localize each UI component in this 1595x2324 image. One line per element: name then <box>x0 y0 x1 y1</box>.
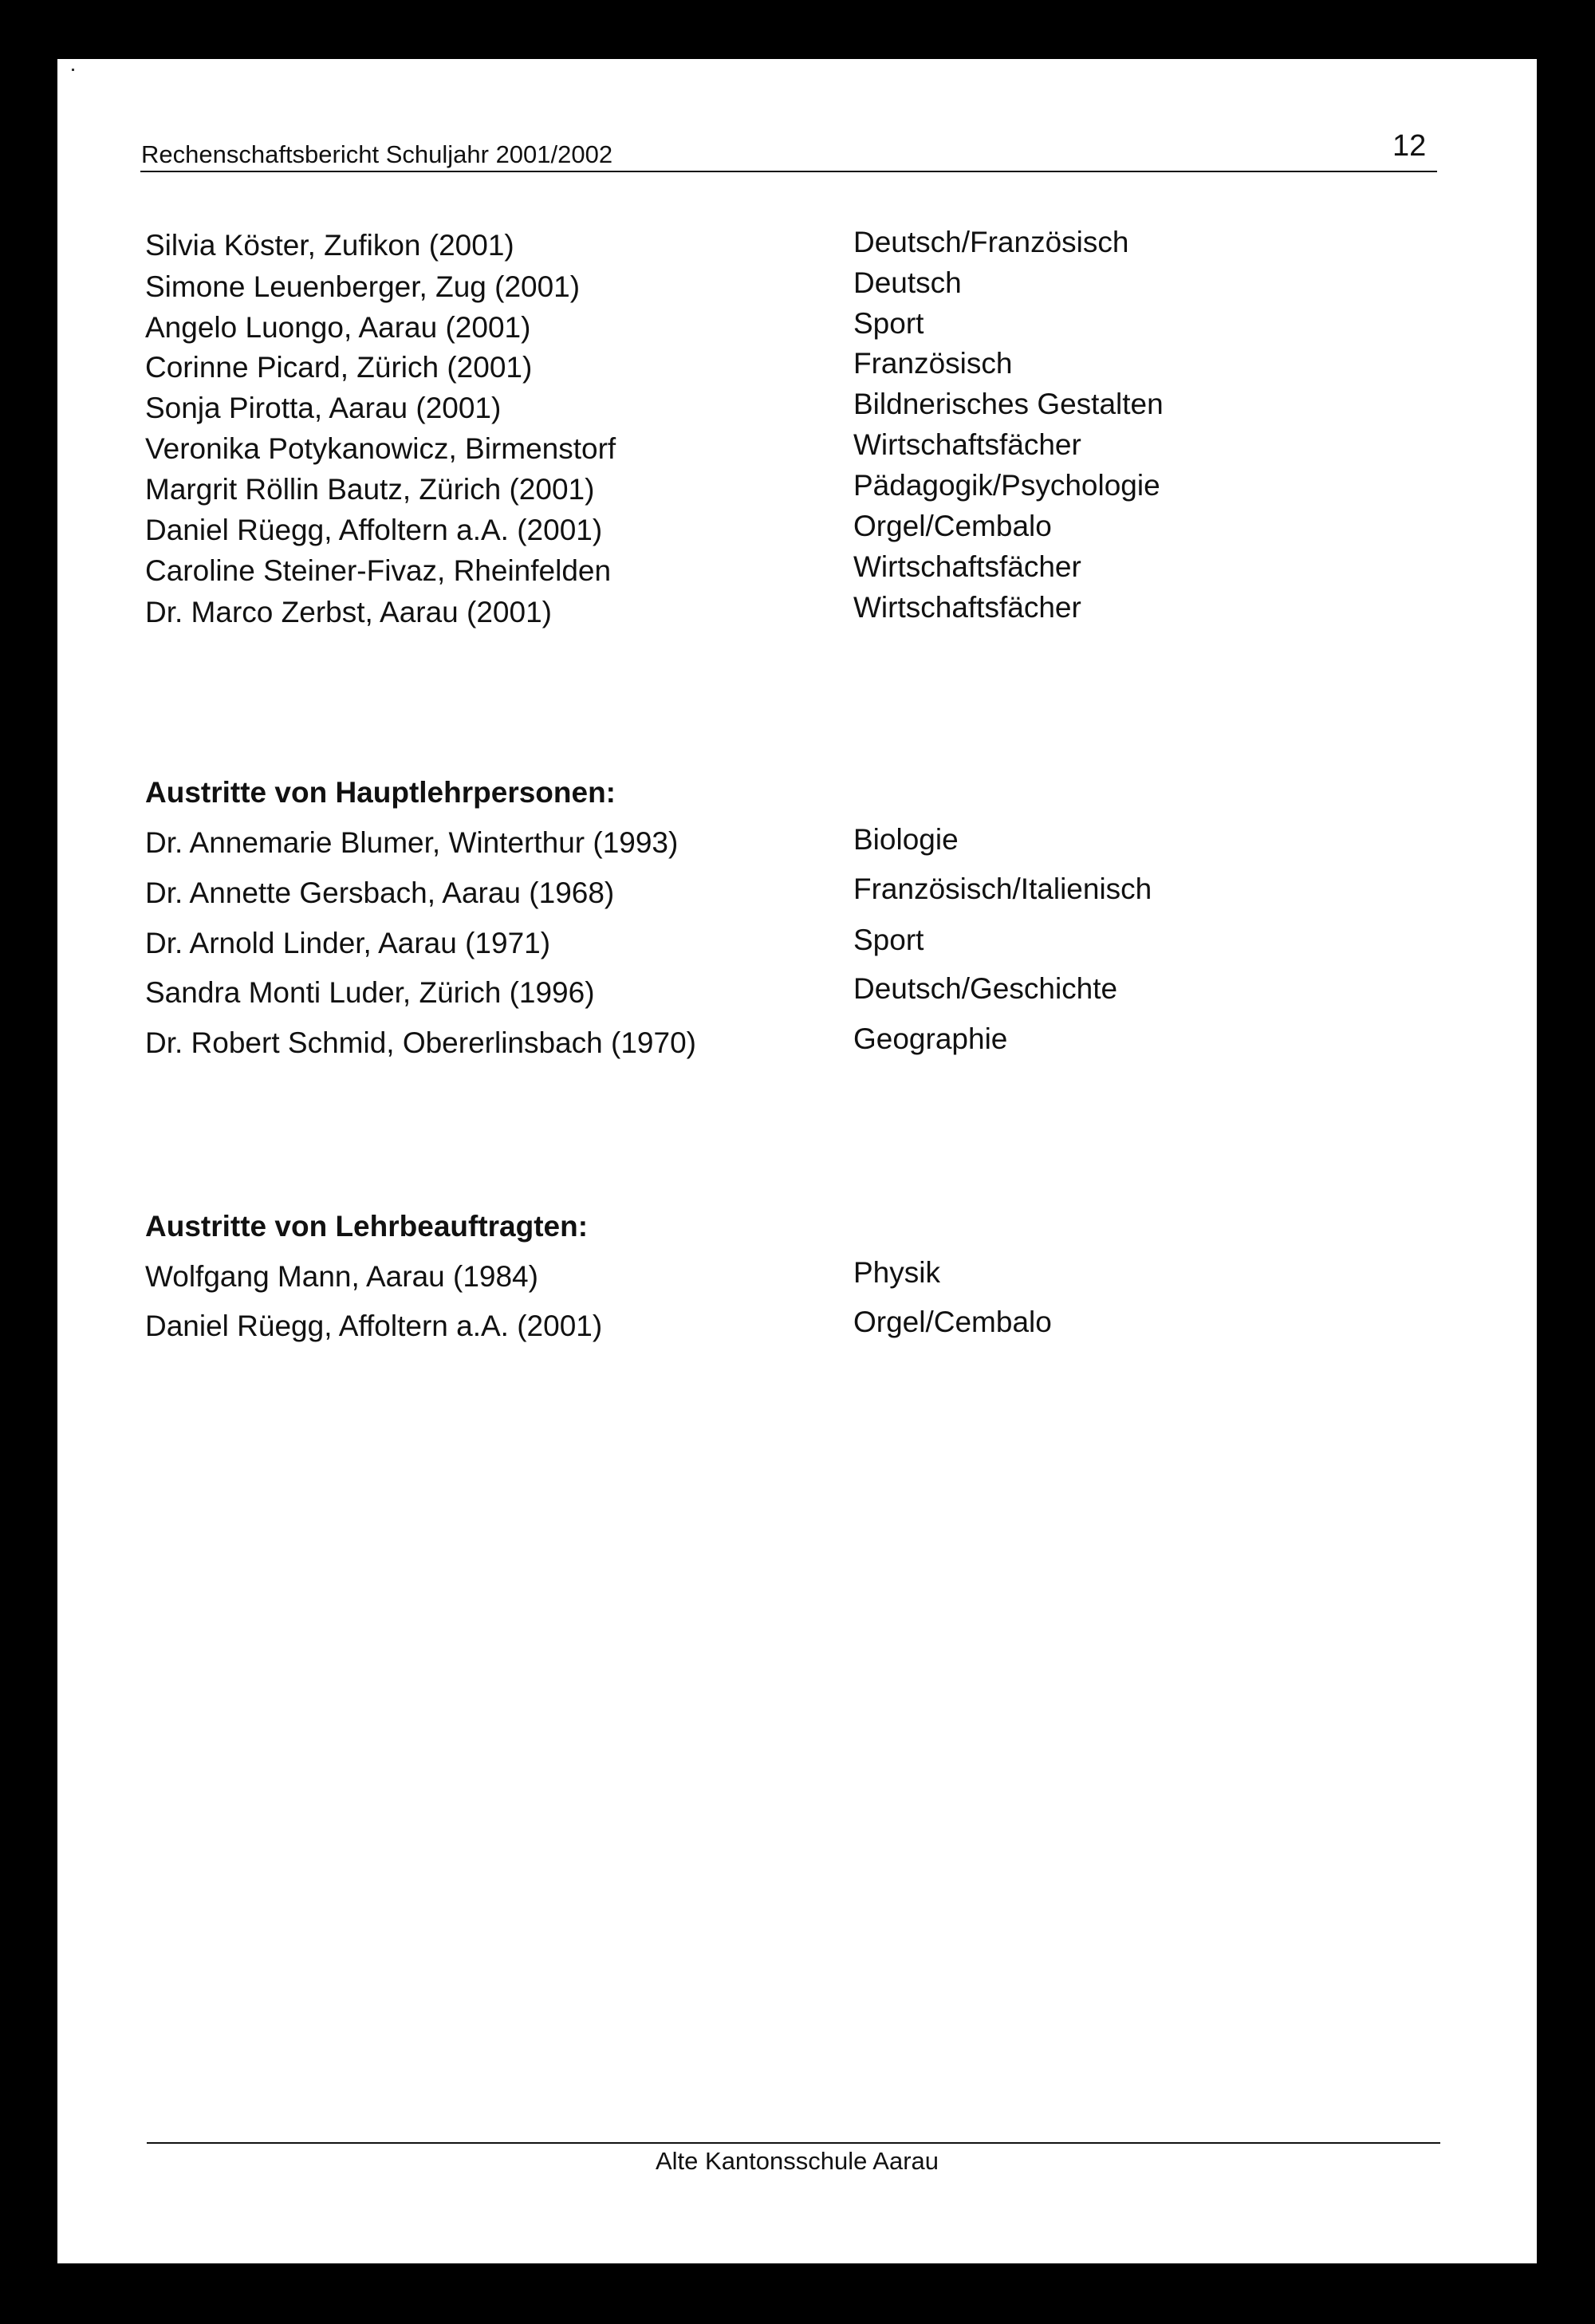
list-item-subject: Orgel/Cembalo <box>853 1306 1052 1338</box>
list-item-name: Margrit Röllin Bautz, Zürich (2001) <box>145 473 595 506</box>
list-item-subject: Sport <box>853 307 924 340</box>
document-page <box>57 59 1537 2263</box>
section-heading-lehrbeauftragte: Austritte von Lehrbeauftragten: <box>145 1210 589 1243</box>
header-title: Rechenschaftsbericht Schuljahr 2001/2002 <box>141 140 613 168</box>
list-item-name: Veronika Potykanowicz, Birmenstorf <box>145 432 616 465</box>
header-rule <box>140 171 1437 172</box>
list-item-subject: Wirtschaftsfächer <box>853 428 1081 461</box>
footer-rule <box>147 2142 1440 2144</box>
list-item-subject: Deutsch/Französisch <box>853 226 1129 258</box>
list-item-subject: Deutsch <box>853 266 962 299</box>
list-item-subject: Geographie <box>853 1022 1008 1055</box>
list-item-subject: Sport <box>853 924 924 956</box>
list-item-name: Silvia Köster, Zufikon (2001) <box>145 229 514 262</box>
list-item-subject: Wirtschaftsfächer <box>853 550 1081 583</box>
list-item-subject: Physik <box>853 1256 940 1289</box>
list-item-name: Angelo Luongo, Aarau (2001) <box>145 311 531 344</box>
list-item-name: Dr. Robert Schmid, Obererlinsbach (1970) <box>145 1026 696 1059</box>
list-item-name: Corinne Picard, Zürich (2001) <box>145 351 533 384</box>
list-item-name: Caroline Steiner-Fivaz, Rheinfelden <box>145 554 612 587</box>
list-item-name: Sandra Monti Luder, Zürich (1996) <box>145 976 595 1009</box>
section-heading-hauptlehrpersonen: Austritte von Hauptlehrpersonen: <box>145 776 616 809</box>
list-item-name: Dr. Arnold Linder, Aarau (1971) <box>145 927 551 959</box>
list-item-subject: Wirtschaftsfächer <box>853 591 1081 624</box>
page-number: 12 <box>1392 129 1427 163</box>
list-item-name: Simone Leuenberger, Zug (2001) <box>145 270 581 303</box>
list-item-subject: Biologie <box>853 823 959 856</box>
list-item-subject: Französisch/Italienisch <box>853 872 1152 905</box>
list-item-name: Daniel Rüegg, Affoltern a.A. (2001) <box>145 514 603 546</box>
list-item-subject: Deutsch/Geschichte <box>853 972 1118 1005</box>
list-item-name: Wolfgang Mann, Aarau (1984) <box>145 1260 538 1293</box>
list-item-name: Sonja Pirotta, Aarau (2001) <box>145 392 502 424</box>
list-item-subject: Französisch <box>853 347 1013 380</box>
list-item-subject: Pädagogik/Psychologie <box>853 469 1160 502</box>
list-item-subject: Bildnerisches Gestalten <box>853 388 1164 420</box>
list-item-subject: Orgel/Cembalo <box>853 510 1052 542</box>
list-item-name: Dr. Annette Gersbach, Aarau (1968) <box>145 876 615 909</box>
list-item-name: Dr. Annemarie Blumer, Winterthur (1993) <box>145 826 679 859</box>
footer-text: Alte Kantonsschule Aarau <box>655 2147 939 2175</box>
scan-mark <box>72 69 74 71</box>
list-item-name: Dr. Marco Zerbst, Aarau (2001) <box>145 596 552 628</box>
list-item-name: Daniel Rüegg, Affoltern a.A. (2001) <box>145 1310 603 1342</box>
